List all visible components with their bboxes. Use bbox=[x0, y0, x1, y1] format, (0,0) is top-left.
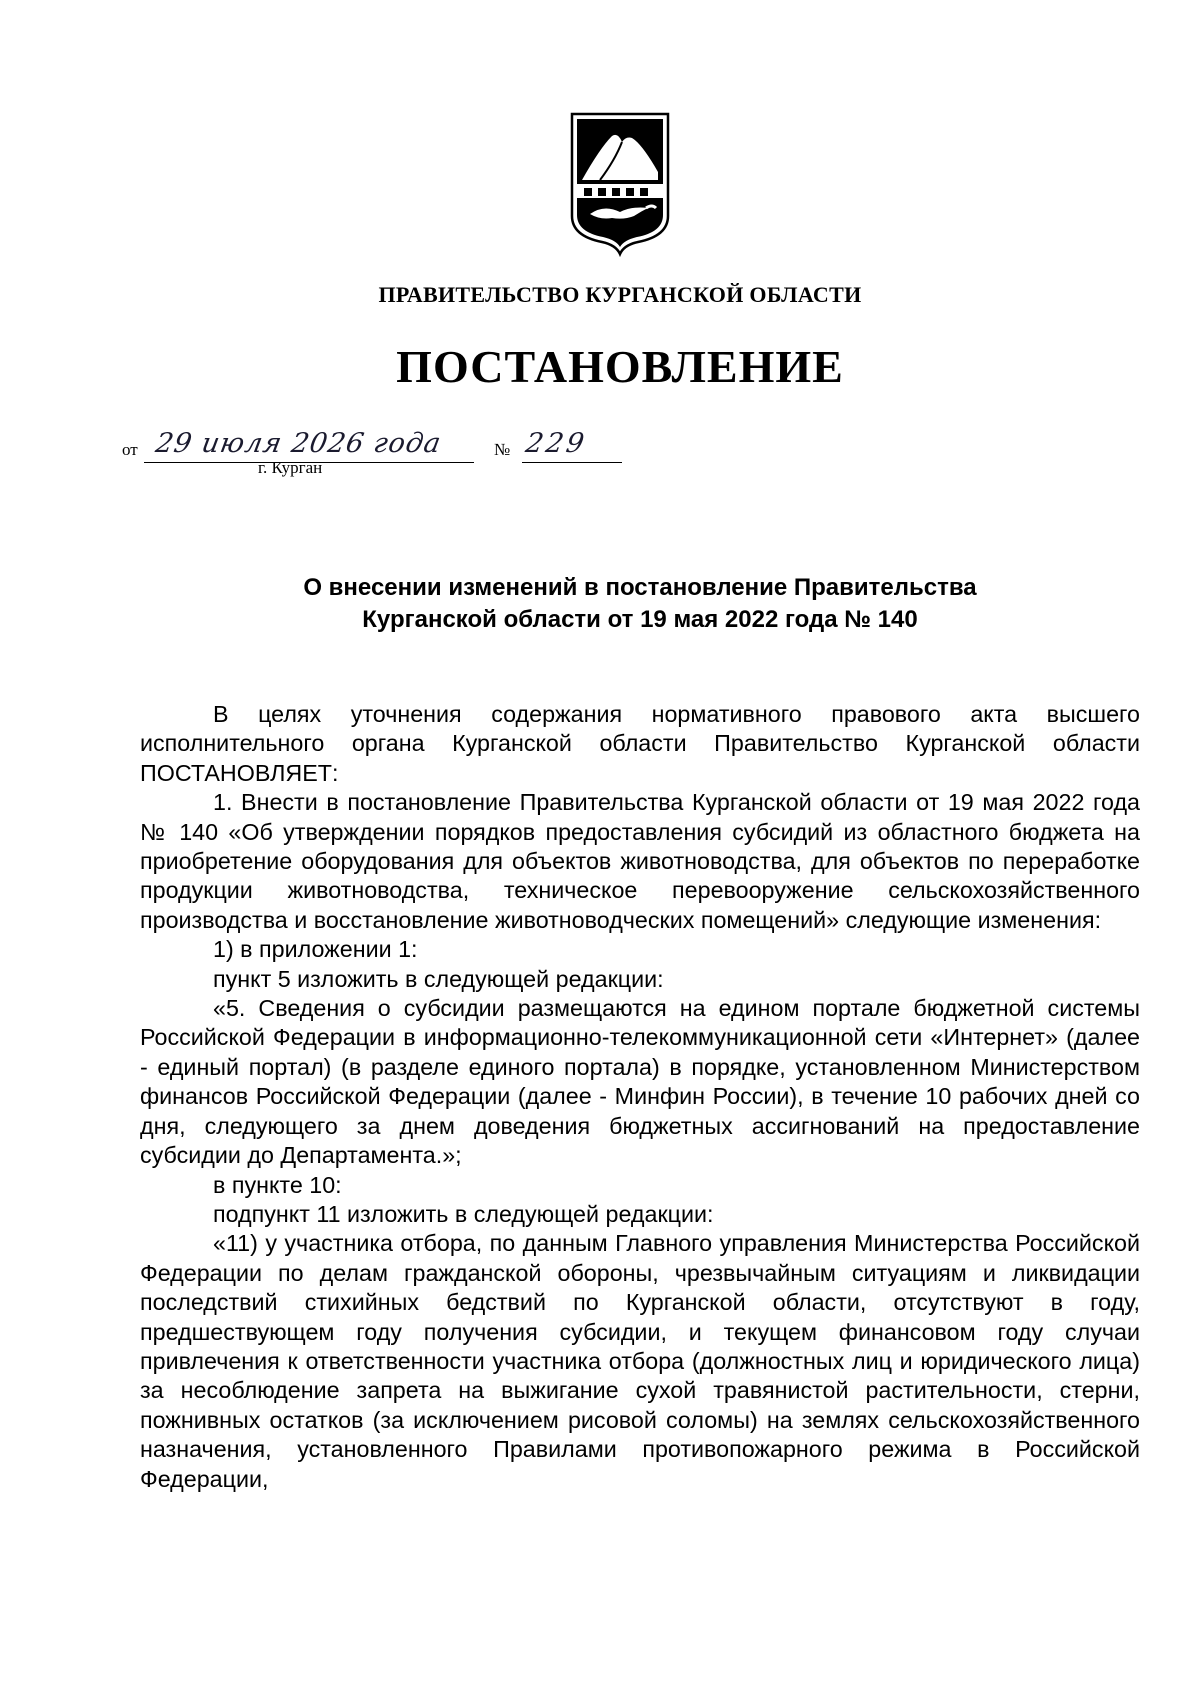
title-line-2: Курганской области от 19 мая 2022 года № 140 bbox=[362, 606, 918, 633]
document-type: ПОСТАНОВЛЕНИЕ bbox=[396, 341, 844, 392]
title-line-1: О внесении изменений в постановление Правительства bbox=[303, 574, 977, 601]
number-underline bbox=[522, 462, 622, 463]
date-prefix: от bbox=[122, 440, 138, 459]
document-body bbox=[140, 700, 1140, 1494]
paragraph: в пункте 10: bbox=[213, 1171, 342, 1198]
paragraph: 1. Внести в постановление Правительства Курганской области от 19 мая 2022 года № 140 «Об утверждении порядков предоставления субсидий из областного бюджета на приобретение оборудования для объектов животноводства, для объектов по переработке продукции животноводства, техническое перевооружение сельскохозяйственного производства и восстановление животноводческих помещений» следующие изменения: bbox=[140, 789, 1140, 933]
paragraph: В целях уточнения содержания нормативного правового акта высшего исполнительного органа Курганской области Правительство Курганской области ПОСТАНОВЛЯЕТ: bbox=[140, 701, 1140, 786]
document-title bbox=[140, 572, 1140, 636]
paragraph: «11) у участника отбора, по данным Главного управления Министерства Российской Федерации по делам гражданской обороны, чрезвычайным ситуациям и ликвидации последствий стихийных бедствий по Курганской области, отсутствуют в году, предшествующем году получения субсидии, и текущем финансовом году случаи привлечения к ответственности участника отбора (должностных лиц и юридического лица) за несоблюдение запрета на выжигание сухой травянистой растительности, стерни, пожнивных остатков (за исключением рисовой соломы) на землях сельскохозяйственного назначения, установленного Правилами противопожарного режима в Российской Федерации, bbox=[140, 1230, 1140, 1492]
handwritten-date: 29 июля 2026 года bbox=[153, 428, 444, 459]
date-number-row bbox=[122, 428, 642, 468]
government-name: ПРАВИТЕЛЬСТВО КУРГАНСКОЙ ОБЛАСТИ bbox=[378, 282, 862, 307]
paragraph: подпункт 11 изложить в следующей редакции: bbox=[213, 1200, 714, 1227]
paragraph: пункт 5 изложить в следующей редакции: bbox=[213, 965, 664, 992]
paragraph: «5. Сведения о субсидии размещаются на едином портале бюджетной системы Российской Федерации в информационно-телекоммуникационной сети «Интернет» (далее - единый портал) (в разделе единого портала) в порядке, установленном Министерством финансов Российской Федерации (далее - Минфин России), в течение 10 рабочих дней со дня, следующего за днем доведения бюджетных ассигнований на предоставление субсидии до Департамента.»; bbox=[140, 995, 1140, 1169]
city-name: г. Курган bbox=[258, 458, 323, 477]
number-prefix: № bbox=[494, 440, 511, 459]
paragraph: 1) в приложении 1: bbox=[213, 936, 418, 963]
handwritten-number: 229 bbox=[523, 428, 590, 459]
coat-of-arms-icon bbox=[560, 108, 680, 258]
